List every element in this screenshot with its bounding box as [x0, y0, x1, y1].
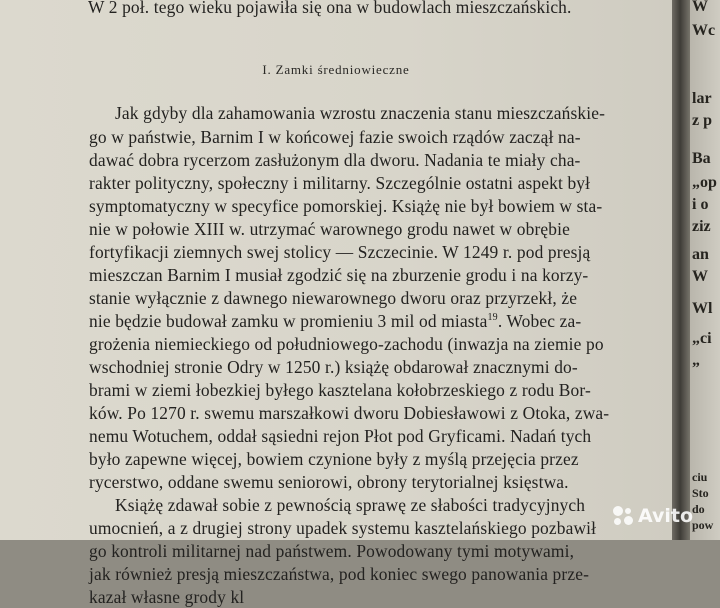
watermark-text: Avito: [638, 505, 694, 527]
facing-page-fragment: Wl: [692, 300, 713, 317]
body-line: symptomatyczny w specyfice pomorskiej. Książę nie był bowiem w sta-: [89, 196, 603, 216]
facing-page-fragment: do: [692, 502, 705, 516]
facing-page-fragment: ziz: [692, 218, 711, 235]
facing-page-fragment: lar: [692, 90, 712, 107]
avito-logo-icon: [612, 505, 634, 527]
facing-page-fragment: W: [692, 0, 708, 15]
body-line: go kontroli militarnej nad państwem. Powodowany tymi motywami,: [89, 541, 575, 561]
section-heading: I. Zamki średniowieczne: [262, 62, 410, 77]
facing-page-fragment: „ci: [692, 330, 712, 347]
footnote-ref: 19: [487, 312, 498, 324]
body-line: Jak gdyby dla zahamowania wzrostu znaczenia stanu mieszczańskie-: [115, 103, 606, 123]
body-line: nemu Wotuchem, oddał sąsiedni rejon Płot pod Gryficami. Nadań tych: [89, 426, 592, 446]
body-line: ków. Po 1270 r. swemu marszałkowi dworu Dobiesławowi z Otoka, zwa-: [89, 403, 610, 423]
body-line: kazał własne grody kl: [89, 587, 245, 607]
book-gutter: [672, 0, 690, 540]
facing-page-fragment: Wc: [692, 22, 716, 39]
body-line: rycerstwo, oddane swemu seniorowi, obrony terytorialnej księstwa.: [89, 472, 569, 492]
top-text-line: W 2 poł. tego wieku pojawiła się ona w budowlach mieszczańskich.: [88, 0, 572, 17]
body-line: brami w ziemi łobezkiej byłego kasztelana kołobrzeskiego z rodu Bor-: [89, 380, 591, 400]
body-line: wschodniej stronie Odry w 1250 r.) książę obdarował znacznymi do-: [89, 357, 578, 377]
facing-page-fragment: W: [692, 268, 708, 285]
body-line: Książę zdawał sobie z pewnością sprawę ze słabości tradycyjnych: [115, 495, 586, 515]
facing-page: [690, 0, 720, 540]
facing-page-fragment: Ba: [692, 150, 711, 167]
facing-page-fragment: z p: [692, 112, 712, 129]
facing-page-fragment: „op: [692, 174, 717, 191]
facing-page-fragment: an: [692, 246, 709, 263]
facing-page-fragment: i o: [692, 196, 709, 213]
body-line: dawać dobra rycerzom zasłużonym dla dworu. Nadania te miały cha-: [89, 150, 581, 170]
body-line-tail: . Wobec za-: [497, 311, 582, 331]
body-line: [89, 311, 581, 332]
body-line: nie w połowie XIII w. utrzymać warownego grodu nawet w obrębie: [89, 219, 570, 239]
facing-page-fragment: Sto: [692, 486, 709, 500]
body-line: rakter polityczny, społeczny i militarny. Szczególnie ostatni aspekt był: [89, 173, 591, 193]
body-line: go w państwie, Barnim I w końcowej fazie swoich rządów zaczął na-: [89, 127, 581, 147]
body-line: grożenia niemieckiego od południowego-zachodu (inwazja na ziemie po: [89, 334, 604, 354]
body-line: fortyfikacji ziemnych swej stolicy — Szczecinie. W 1249 r. pod presją: [89, 242, 591, 262]
body-line-text: nie będzie budował zamku w promieniu 3 mil od miasta: [89, 311, 488, 331]
facing-page-fragment: „: [692, 352, 700, 369]
body-line: mieszczan Barnim I musiał zgodzić się na zburzenie grodu i na korzy-: [89, 265, 589, 285]
body-line: stanie wyłącznie z dawnego niewarownego dworu oraz przyrzekł, że: [89, 288, 578, 308]
body-line: umocnień, a z drugiej strony upadek systemu kasztelańskiego pozbawił: [89, 518, 597, 538]
facing-page-fragment: pow: [692, 518, 714, 532]
body-line: jak również presją mieszczaństwa, pod koniec swego panowania prze-: [89, 564, 590, 584]
facing-page-fragment: ciu: [692, 470, 708, 484]
avito-watermark: [612, 502, 716, 530]
body-line: było zapewne więcej, bowiem czynione były z myślą przejęcia przez: [89, 449, 579, 469]
